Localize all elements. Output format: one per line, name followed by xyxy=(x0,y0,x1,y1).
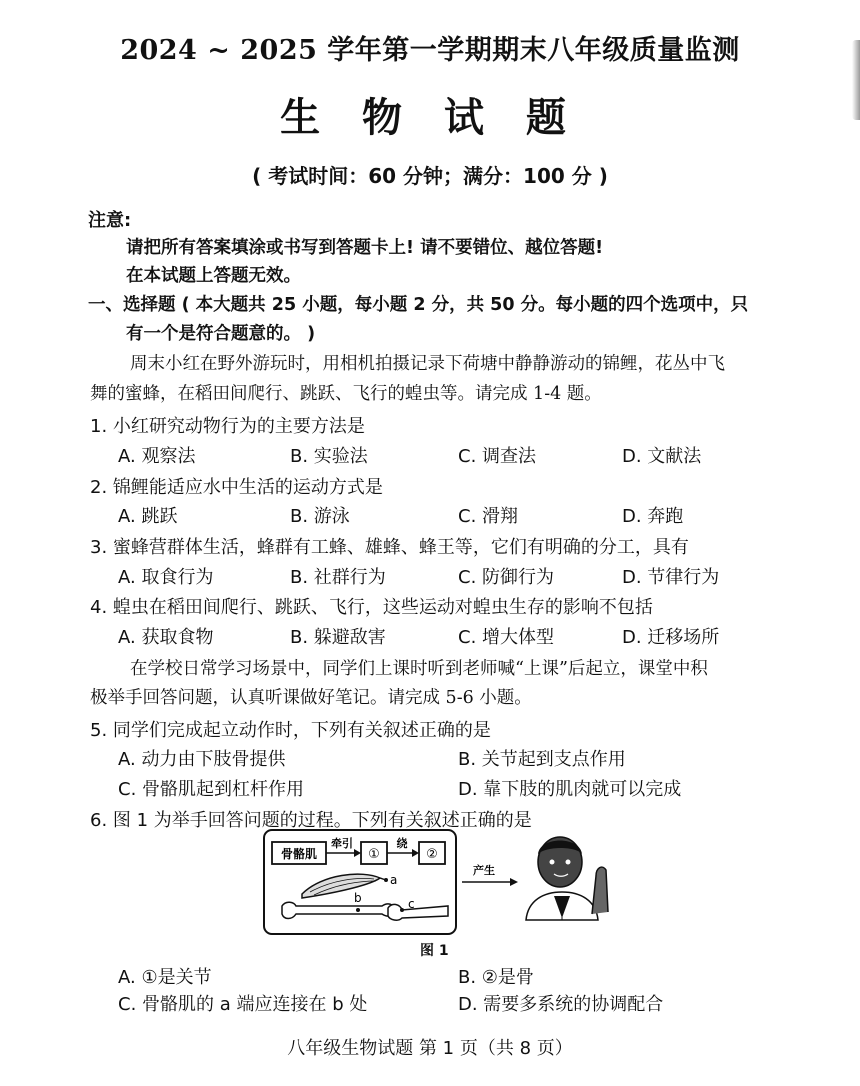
question-2-option-c: C. 滑翔 xyxy=(458,506,519,527)
question-6-stem: 6. 图 1 为举手回答问题的过程。下列有关叙述正确的是 xyxy=(90,810,532,831)
lower-bone xyxy=(388,904,448,920)
student-raising-hand xyxy=(526,837,608,920)
question-2-stem: 2. 锦鲤能适应水中生活的运动方式是 xyxy=(90,477,383,498)
question-6-option-c: C. 骨骼肌的 a 端应连接在 b 处 xyxy=(118,994,368,1015)
figure-label-c: c xyxy=(408,897,415,911)
figure-box-muscle: 骨骼肌 xyxy=(280,847,318,861)
subject-title: 生 物 试 题 xyxy=(280,94,580,141)
question-3-stem: 3. 蜜蜂营群体生活，蜂群有工蜂、雄蜂、蜂王等，它们有明确的分工，具有 xyxy=(90,537,689,558)
question-4-stem: 4. 蝗虫在稻田间爬行、跳跃、飞行，这些运动对蝗虫生存的影响不包括 xyxy=(90,597,653,618)
question-5-stem: 5. 同学们完成起立动作时，下列有关叙述正确的是 xyxy=(90,720,491,741)
figure-arrow-around: 绕 xyxy=(396,837,408,850)
page-footer: 八年级生物试题 第 1 页（共 8 页） xyxy=(287,1038,573,1059)
figure-arrow-pull: 牵引 xyxy=(331,837,353,850)
question-6-option-d: D. 需要多系统的协调配合 xyxy=(458,994,664,1015)
question-4-option-a: A. 获取食物 xyxy=(118,627,214,648)
muscle-shape xyxy=(302,874,380,898)
notice-heading: 注意: xyxy=(88,210,132,231)
question-5-option-d: D. 靠下肢的肌肉就可以完成 xyxy=(458,779,682,800)
question-1-option-d: D. 文献法 xyxy=(622,446,702,467)
exam-info: ( 考试时间：60 分钟；满分：100 分 ) xyxy=(252,164,608,188)
figure-box-1: ① xyxy=(368,847,380,862)
question-6-option-a: A. ①是关节 xyxy=(118,967,212,988)
passage-2-line-2: 极举手回答问题，认真听课做好笔记。请完成 5-6 小题。 xyxy=(90,688,532,708)
figure-arrow-produce: 产生 xyxy=(473,864,495,877)
notice-line-2: 在本试题上答题无效。 xyxy=(126,266,301,286)
question-6-option-b: B. ②是骨 xyxy=(458,967,534,988)
question-4-option-d: D. 迁移场所 xyxy=(622,627,720,648)
passage-1-line-1: 周末小红在野外游玩时，用相机拍摄记录下荷塘中静静游动的锦鲤，花丛中飞 xyxy=(130,354,725,374)
notice-line-1: 请把所有答案填涂或书写到答题卡上! 请不要错位、越位答题! xyxy=(126,238,604,258)
section-heading-line-1: 一、选择题 ( 本大题共 25 小题，每小题 2 分，共 50 分。每小题的四个选项中，只 xyxy=(88,295,749,315)
passage-2-line-1: 在学校日常学习场景中，同学们上课时听到老师喊“上课”后起立，课堂中积 xyxy=(130,659,708,679)
question-2-option-a: A. 跳跃 xyxy=(118,506,178,527)
question-2-option-d: D. 奔跑 xyxy=(622,506,684,527)
figure-box-2: ② xyxy=(426,847,438,862)
exam-title: 2024 ~ 2025 学年第一学期期末八年级质量监测 xyxy=(120,35,740,66)
question-5-option-b: B. 关节起到支点作用 xyxy=(458,749,626,770)
question-5-option-c: C. 骨骼肌起到杠杆作用 xyxy=(118,779,305,800)
figure-label-b: b xyxy=(354,891,362,905)
question-3-option-d: D. 节律行为 xyxy=(622,567,720,588)
figure-label-a: a xyxy=(390,873,398,887)
upper-bone xyxy=(282,902,394,918)
question-3-option-b: B. 社群行为 xyxy=(290,567,386,588)
passage-1-line-2: 舞的蜜蜂，在稻田间爬行、跳跃、飞行的蝗虫等。请完成 1-4 题。 xyxy=(90,384,602,404)
question-3-option-c: C. 防御行为 xyxy=(458,567,555,588)
question-2-option-b: B. 游泳 xyxy=(290,506,350,527)
question-1-option-a: A. 观察法 xyxy=(118,446,196,467)
question-1-stem: 1. 小红研究动物行为的主要方法是 xyxy=(90,416,365,437)
question-4-option-b: B. 躲避敌害 xyxy=(290,627,386,648)
question-3-option-a: A. 取食行为 xyxy=(118,567,214,588)
question-1-option-b: B. 实验法 xyxy=(290,446,368,467)
figure-1 xyxy=(262,826,614,956)
question-1-option-c: C. 调查法 xyxy=(458,446,537,467)
question-4-option-c: C. 增大体型 xyxy=(458,627,555,648)
section-heading-line-2: 有一个是符合题意的。 ) xyxy=(126,324,316,344)
question-5-option-a: A. 动力由下肢骨提供 xyxy=(118,749,286,770)
figure-1-caption: 图 1 xyxy=(420,943,449,959)
